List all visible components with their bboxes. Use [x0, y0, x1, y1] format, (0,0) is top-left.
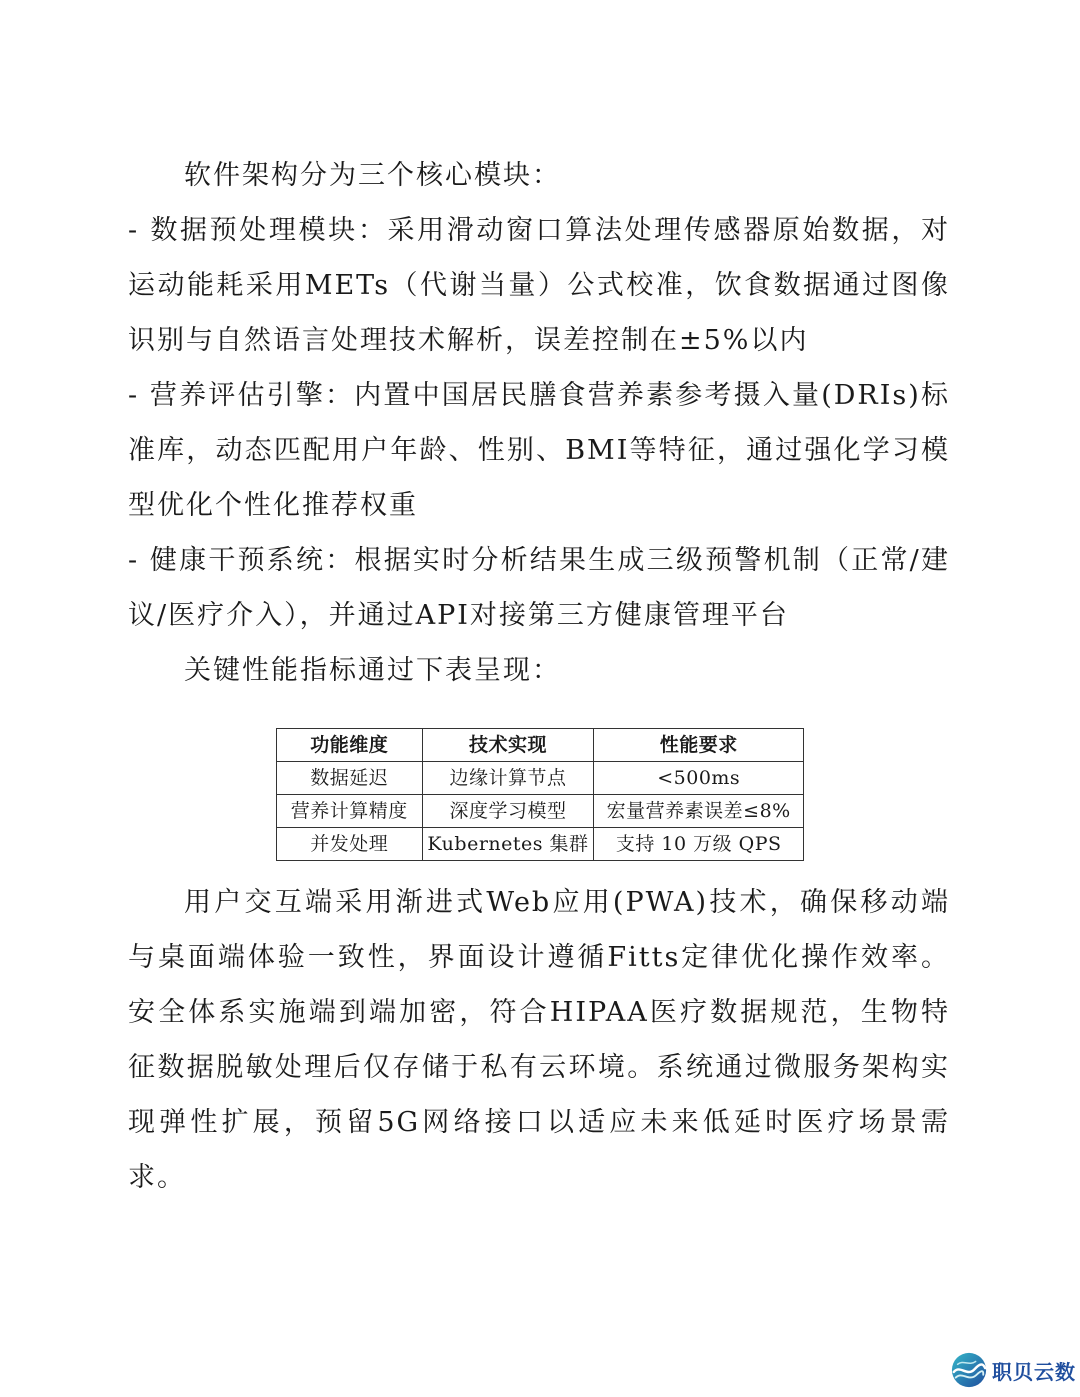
table-cell: 营养计算精度	[277, 795, 423, 828]
table-intro-paragraph: 关键性能指标通过下表呈现：	[184, 655, 561, 686]
brand-name: 职贝云数	[992, 1359, 1076, 1384]
table-cell: 宏量营养素误差≤8%	[594, 795, 804, 828]
table-row	[277, 762, 804, 795]
table-header-row	[277, 729, 804, 762]
table-cell: 支持 10 万级 QPS	[594, 828, 804, 861]
table-header-cell: 性能要求	[594, 729, 804, 762]
wave-globe-icon	[950, 1351, 988, 1389]
table-cell: Kubernetes 集群	[422, 828, 594, 861]
bullet-health-intervention: - 健康干预系统：根据实时分析结果生成三级预警机制（正常/建议/医疗介入），并通过API对接第三方健康管理平台	[128, 545, 950, 631]
table-cell: 深度学习模型	[422, 795, 594, 828]
table-row	[277, 795, 804, 828]
performance-table	[276, 728, 804, 861]
closing-paragraph: 用户交互端采用渐进式Web应用(PWA)技术，确保移动端与桌面端体验一致性，界面设计遵循Fitts定律优化操作效率。安全体系实施端到端加密，符合HIPAA医疗数据规范，生物特征数据脱敏处理后仅存储于私有云环境。系统通过微服务架构实现弹性扩展，预留5G网络接口以适应未来低延时医疗场景需求。	[128, 887, 950, 1193]
bullet-data-preprocessing: - 数据预处理模块：采用滑动窗口算法处理传感器原始数据，对运动能耗采用METs（代谢当量）公式校准，饮食数据通过图像识别与自然语言处理技术解析，误差控制在±5%以内	[128, 215, 950, 356]
table-header-cell: 功能维度	[277, 729, 423, 762]
table-cell: 数据延迟	[277, 762, 423, 795]
brand-watermark	[950, 1350, 1078, 1390]
table-row	[277, 828, 804, 861]
intro-paragraph: 软件架构分为三个核心模块：	[184, 160, 561, 191]
document-body	[128, 148, 950, 1205]
bullet-nutrition-engine: - 营养评估引擎：内置中国居民膳食营养素参考摄入量(DRIs)标准库，动态匹配用户年龄、性别、BMI等特征，通过强化学习模型优化个性化推荐权重	[128, 380, 950, 521]
table-cell: <500ms	[594, 762, 804, 795]
performance-table-wrapper	[276, 728, 804, 861]
table-cell: 边缘计算节点	[422, 762, 594, 795]
table-header-cell: 技术实现	[422, 729, 594, 762]
table-cell: 并发处理	[277, 828, 423, 861]
